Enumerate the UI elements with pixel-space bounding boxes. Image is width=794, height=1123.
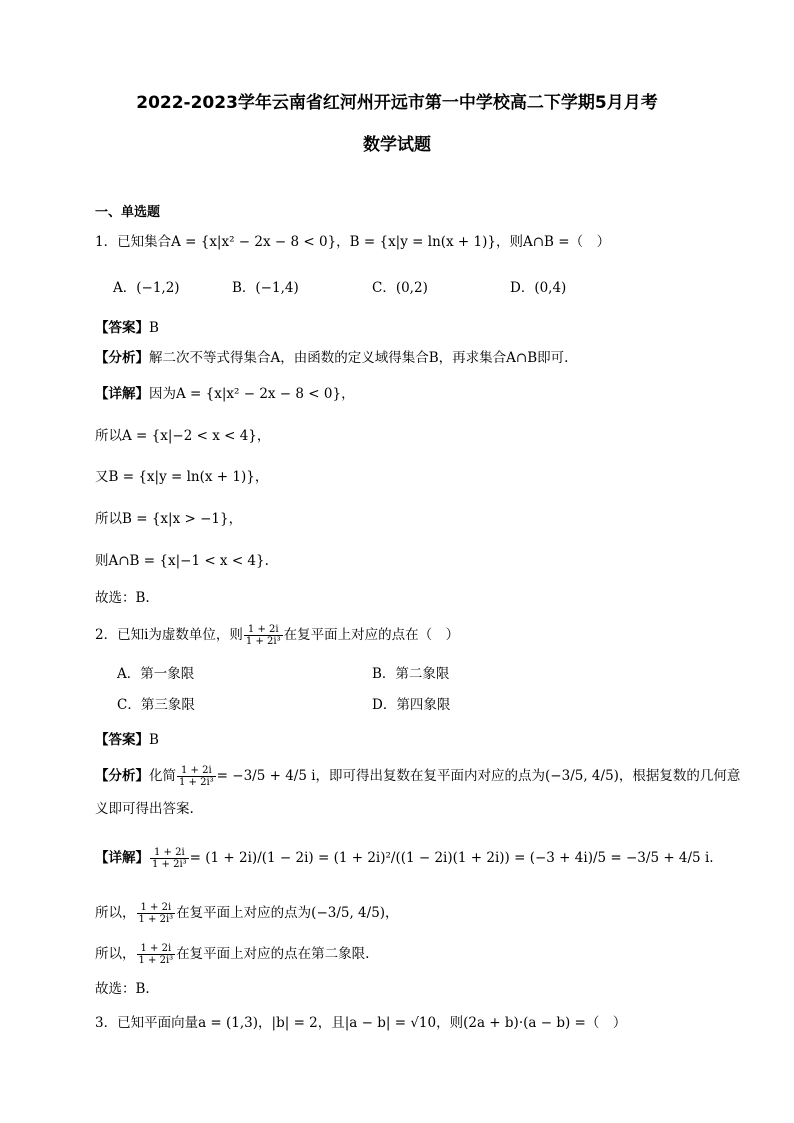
q2-detail-line2	[95, 902, 399, 925]
fraction-denominator: 1 + 2i³	[138, 914, 174, 925]
analysis-eq: = −3/5 + 4/5 i，即可得出复数在复平面内对应的点为(−3/5, 4/5)，根据复数的几何意	[216, 768, 741, 784]
q1-detail-line2: 所以A = {x|−2 < x < 4}，	[95, 428, 271, 444]
q1-answer	[95, 318, 159, 338]
fraction-numerator: 1 + 2i	[137, 902, 176, 914]
analysis-tag: 【分析】	[95, 350, 149, 366]
detail-eq: = (1 + 2i)/(1 − 2i) = (1 + 2i)²/((1 − 2i)(1 + 2i)) = (−3 + 4i)/5 = −3/5 + 4/5 i.	[189, 850, 714, 866]
detail-post: 在复平面上对应的点在第二象限.	[176, 946, 370, 962]
fraction-numerator: 1 + 2i	[244, 624, 283, 636]
q2-detail	[95, 847, 714, 870]
detail-pre: 所以，	[95, 905, 136, 921]
q2-conclusion: 故选：B.	[95, 981, 150, 997]
q2-option-d: D．第四象限	[372, 697, 451, 713]
section-heading: 一、单选题	[95, 205, 161, 220]
q2-stem-pre: 2．已知i为虚数单位，则	[95, 627, 243, 643]
q1-detail-line4: 所以B = {x|x > −1}，	[95, 511, 243, 527]
document-title-line1: 2022-2023学年云南省红河州开远市第一中学校高二下学期5月月考	[136, 93, 658, 113]
q2-stem-post: 在复平面上对应的点在（ ）	[283, 627, 460, 643]
q1-conclusion: 故选：B.	[95, 590, 150, 606]
detail-tag: 【详解】	[95, 850, 149, 866]
fraction-numerator: 1 + 2i	[137, 943, 176, 955]
detail-post: 在复平面上对应的点为(−3/5, 4/5)，	[176, 905, 399, 921]
q2-analysis	[95, 765, 740, 788]
q1-option-a: A．(−1,2)	[113, 280, 180, 296]
q2-detail-line3	[95, 943, 369, 966]
q2-detail2-fraction	[137, 902, 176, 925]
q3-stem: 3．已知平面向量a = (1,3)，|b| = 2，且|a − b| = √10，则(2a + b)·(a − b) =（ ）	[95, 1015, 627, 1031]
detail-tag: 【详解】	[95, 386, 149, 402]
q1-option-d: D．(0,4)	[510, 280, 567, 296]
fraction-denominator: 1 + 2i³	[245, 636, 281, 647]
answer-value: B	[149, 320, 159, 336]
analysis-tag: 【分析】	[95, 768, 149, 784]
q2-analysis-fraction	[177, 765, 216, 788]
document-title-line2: 数学试题	[363, 135, 431, 155]
fraction-denominator: 1 + 2i³	[138, 955, 174, 966]
q1-option-b: B．(−1,4)	[232, 280, 299, 296]
analysis-text: 解二次不等式得集合A，由函数的定义域得集合B，再求集合A∩B即可.	[149, 350, 569, 366]
q1-detail-line5: 则A∩B = {x|−1 < x < 4}.	[95, 553, 269, 569]
fraction-numerator: 1 + 2i	[177, 765, 216, 777]
q1-detail-line1	[95, 384, 355, 404]
answer-tag: 【答案】	[95, 732, 149, 748]
answer-value: B	[149, 732, 159, 748]
q2-analysis-line2: 义即可得出答案.	[95, 801, 194, 817]
q2-option-b: B．第二象限	[372, 666, 450, 682]
q2-option-c: C．第三象限	[117, 697, 195, 713]
q1-stem: 1．已知集合A = {x|x² − 2x − 8 < 0}，B = {x|y = ln(x + 1)}，则A∩B =（ ）	[95, 234, 611, 250]
fraction-denominator: 1 + 2i³	[152, 859, 187, 870]
q2-stem	[95, 624, 459, 647]
analysis-pre: 化简	[149, 768, 176, 784]
fraction-numerator: 1 + 2i	[150, 847, 189, 859]
detail-pre: 所以，	[95, 946, 136, 962]
q2-detail-fraction	[150, 847, 189, 870]
q2-detail3-fraction	[137, 943, 176, 966]
answer-tag: 【答案】	[95, 320, 149, 336]
q2-option-a: A．第一象限	[117, 666, 195, 682]
q2-answer	[95, 730, 159, 750]
fraction-denominator: 1 + 2i³	[179, 777, 214, 788]
q1-analysis	[95, 348, 568, 368]
q1-option-c: C．(0,2)	[372, 280, 428, 296]
detail-text: 因为A = {x|x² − 2x − 8 < 0}，	[149, 386, 355, 402]
q1-detail-line3: 又B = {x|y = ln(x + 1)}，	[95, 469, 269, 485]
q2-stem-fraction	[244, 624, 283, 647]
